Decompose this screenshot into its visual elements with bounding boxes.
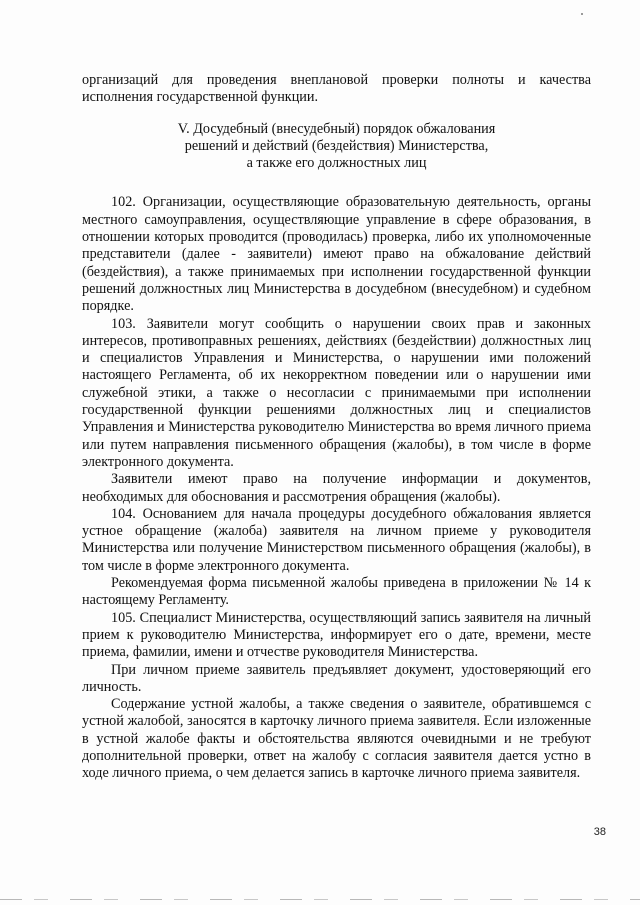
section-heading-line-2: решений и действий (бездействия) Министерства, (184, 137, 489, 154)
paragraph-104-form: Рекомендуемая форма письменной жалобы приведена в приложении № 14 к настоящему Регламенту. (82, 575, 591, 609)
paragraph-105: 105. Специалист Министерства, осуществляющий запись заявителя на личный прием к руководителю Министерства, информирует его о дате, времени, месте приема, фамилии, имени и отчестве руководителя Министерства. (82, 609, 591, 661)
paragraph-105-identity: При личном приеме заявитель предъявляет документ, удостоверяющий его личность. (82, 661, 591, 695)
document-body (82, 72, 591, 783)
scan-artifact (581, 13, 583, 15)
paragraph-103: 103. Заявители могут сообщить о нарушении своих прав и законных интересов, противоправных решениях, действиях (бездействии) должностных лиц и специалистов Управления и Министерства, о нарушении ими положений настоящего Регламента, об их некорректном поведении или о нарушении ими служебной этики, а также о несогласии с принимаемыми при исполнении государственной функции решениями должностных лиц и специалистов Управления и Министерства руководителю Министерства во время личного приема или путем направления письменного обращения (жалобы), в том числе в форме электронного документа. (82, 315, 591, 470)
scan-bottom-edge (0, 899, 640, 900)
paragraph-103-rights: Заявители имеют право на получение информации и документов, необходимых для обоснования и рассмотрения обращения (жалобы). (82, 471, 591, 505)
page-number: 38 (593, 826, 606, 838)
section-heading-line-3: а также его должностных лиц (246, 155, 427, 172)
section-heading-line-1: V. Досудебный (внесудебный) порядок обжалования (177, 120, 496, 137)
paragraph-102: 102. Организации, осуществляющие образовательную деятельность, органы местного самоуправления, осуществляющие управление в сфере образования, в отношении которых проводится (проводилась) проверка, либо их уполномоченные представители (далее - заявители) имеют право на обжалование действий (бездействия), а также принимаемых при исполнении государственной функции решений должностных лиц Министерства в досудебном (внесудебном) и судебном порядке. (82, 194, 591, 315)
paragraph-104: 104. Основанием для начала процедуры досудебного обжалования является устное обращение (жалоба) заявителя на личном приеме у руководителя Министерства или получение Министерством письменного обращения (жалобы), в том числе в форме электронного документа. (82, 505, 591, 574)
paragraph-105-oral-complaint: Содержание устной жалобы, а также сведения о заявителе, обратившемся с устной жалобой, заносятся в карточку личного приема заявителя. Если изложенные в устной жалобе факты и обстоятельства являются очевидными и не требуют дополнительной проверки, ответ на жалобу с согласия заявителя дается устно в ходе личного приема, о чем делается запись в карточке личного приема заявителя. (82, 696, 591, 782)
intro-paragraph: организаций для проведения внеплановой проверки полноты и качества исполнения государственной функции. (82, 72, 591, 106)
section-heading (82, 121, 591, 173)
